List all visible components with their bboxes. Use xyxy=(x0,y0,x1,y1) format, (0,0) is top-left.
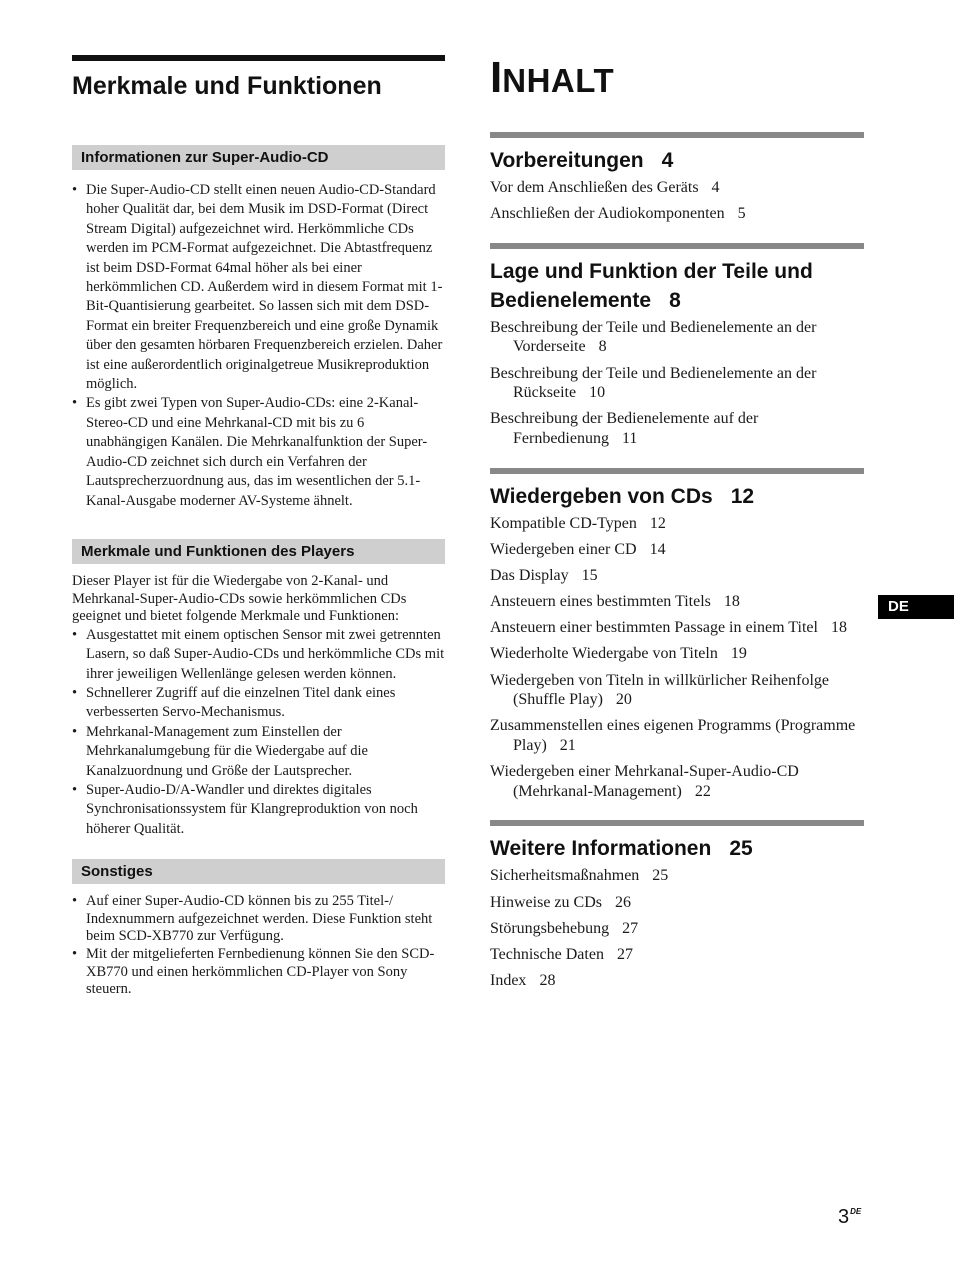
toc-title-rest: NHALT xyxy=(502,62,615,99)
toc-section-title[interactable]: Wiedergeben von CDs 12 xyxy=(490,484,755,508)
left-title: Merkmale und Funktionen xyxy=(72,72,382,100)
toc-entry[interactable]: Vor dem Anschließen des Geräts 4 xyxy=(490,179,720,196)
section-heading-player-features: Merkmale und Funktionen des Players xyxy=(72,539,445,564)
toc-entry[interactable]: Beschreibung der Teile und Bedienelemente an der Rückseite 10 xyxy=(490,364,817,402)
list-item: • Mit der mitgelieferten Fernbedienung können Sie den SCD-XB770 und einen herkömmlichen CD-Player von Sony steuern. xyxy=(72,946,445,999)
left-column xyxy=(72,55,445,999)
toc-entry[interactable]: Zusammenstellen eines eigenen Programms (Programme Play) 21 xyxy=(490,717,856,755)
player-intro-text: Dieser Player ist für die Wiedergabe von 2-Kanal- und Mehrkanal-Super-Audio-CDs sowie herkömmlichen CDs geeignet und bietet folgende Merkmale und Funktionen: xyxy=(72,572,407,625)
toc-section-title[interactable]: Lage und Funktion der Teile und Bedienelemente 8 xyxy=(490,259,813,312)
list-item: • Die Super-Audio-CD stellt einen neuen Audio-CD-Standard hoher Qualität dar, bei dem Musik im DSD-Format (Direct Stream Digital) aufgezeichnet wird. Herkömmliche CDs werden im PCM-Format aufgezeichnet. Die Abtastfrequenz ist beim DSD-Format 64mal höher als bei einer herkömmlichen CD. Außerdem wird in diesem Format mit 1-Bit-Quantisierung gearbeitet. So lassen sich mit dem DSD-Format ein breiter Frequenzbereich und eine große Dynamik über den gesamten hörbaren Frequenzbereich erzielen. Daher ist eine außerordentlich originalgetreue Musikreproduktion möglich. xyxy=(72,181,445,394)
toc-entry[interactable]: Index 28 xyxy=(490,972,556,990)
toc-entry[interactable]: Beschreibung der Teile und Bedienelemente an der Vorderseite 8 xyxy=(490,318,817,356)
list-item: • Schnellerer Zugriff auf die einzelnen Titel dank eines verbesserten Servo-Mechanismus. xyxy=(72,684,445,723)
toc-entry[interactable]: Störungsbehebung 27 xyxy=(490,919,639,937)
table-of-contents xyxy=(490,55,864,997)
toc-entry[interactable]: Ansteuern einer bestimmten Passage in einem Titel 18 xyxy=(490,619,847,637)
toc-section-preparation xyxy=(490,132,864,224)
toc-entry[interactable]: Anschließen der Audiokomponenten 5 xyxy=(490,205,746,223)
toc-entry[interactable]: Wiedergeben einer CD 14 xyxy=(490,540,666,558)
player-features-list xyxy=(72,626,445,839)
toc-entry[interactable]: Kompatible CD-Typen 12 xyxy=(490,514,666,532)
toc-entry[interactable]: Wiedergeben einer Mehrkanal-Super-Audio-CD (Mehrkanal-Management) 22 xyxy=(490,763,799,800)
list-item: • Ausgestattet mit einem optischen Sensor mit zwei getrennten Lasern, so daß Super-Audio-CDs und herkömmliche CDs mit ihrer jeweiligen Wellenlänge gelesen werden können. xyxy=(72,626,445,684)
section-rule xyxy=(490,243,864,249)
page-number-suffix: DE xyxy=(850,1207,862,1216)
section-heading-other: Sonstiges xyxy=(72,859,445,884)
toc-section-title[interactable]: Weitere Informationen 25 xyxy=(490,837,753,861)
toc-entry[interactable]: Wiedergeben von Titeln in willkürlicher Reihenfolge (Shuffle Play) 20 xyxy=(490,671,829,709)
list-item: • Super-Audio-D/A-Wandler und direktes digitales Synchronisationssystem für Klangreproduktion von noch höherer Qualität. xyxy=(72,781,445,839)
section-rule xyxy=(490,468,864,474)
section-heading-super-audio-cd: Informationen zur Super-Audio-CD xyxy=(72,145,445,170)
toc-section-title[interactable]: Vorbereitungen 4 xyxy=(490,149,674,172)
toc-section-playback xyxy=(490,468,864,802)
top-rule xyxy=(72,55,445,61)
toc-entry[interactable]: Beschreibung der Bedienelemente auf der Fernbedienung 11 xyxy=(490,410,759,447)
page-number: 3DE xyxy=(838,1206,862,1228)
toc-entry[interactable]: Technische Daten 27 xyxy=(490,945,633,963)
toc-entry[interactable]: Wiederholte Wiedergabe von Titeln 19 xyxy=(490,645,747,663)
toc-entry[interactable]: Ansteuern eines bestimmten Titels 18 xyxy=(490,593,740,611)
toc-entry[interactable]: Hinweise zu CDs 26 xyxy=(490,893,631,911)
section-rule xyxy=(490,820,864,826)
toc-section-more-info xyxy=(490,820,864,990)
list-item: • Es gibt zwei Typen von Super-Audio-CDs: eine 2-Kanal-Stereo-CD und eine Mehrkanal-CD mit bis zu 6 unabhängigen Kanälen. Die Mehrkanalfunktion der Super-Audio-CD zeichnet sich durch ein Verfahren der Lautsprecherzuordnung aus, das im wesentlichen der 5.1-Kanal-Ausgabe moderner AV-Systeme ähnelt. xyxy=(72,394,445,510)
toc-title-initial: I xyxy=(490,53,503,102)
list-item: • Auf einer Super-Audio-CD können bis zu 255 Titel-/ Indexnummern aufgezeichnet werden. Diese Funktion steht beim SCD-XB770 zur Verfügung. xyxy=(72,893,445,946)
toc-section-parts xyxy=(490,243,864,449)
toc-title xyxy=(490,55,864,101)
other-list xyxy=(72,893,445,999)
list-item: • Mehrkanal-Management zum Einstellen der Mehrkanalumgebung für die Wiedergabe auf die Kanalzuordnung und Größe der Lautsprecher. xyxy=(72,723,445,781)
section-rule xyxy=(490,132,864,138)
language-tab: DE xyxy=(878,595,954,619)
toc-entry[interactable]: Das Display 15 xyxy=(490,566,598,584)
toc-entry[interactable]: Sicherheitsmaßnahmen 25 xyxy=(490,867,669,885)
super-audio-cd-list xyxy=(72,181,445,511)
